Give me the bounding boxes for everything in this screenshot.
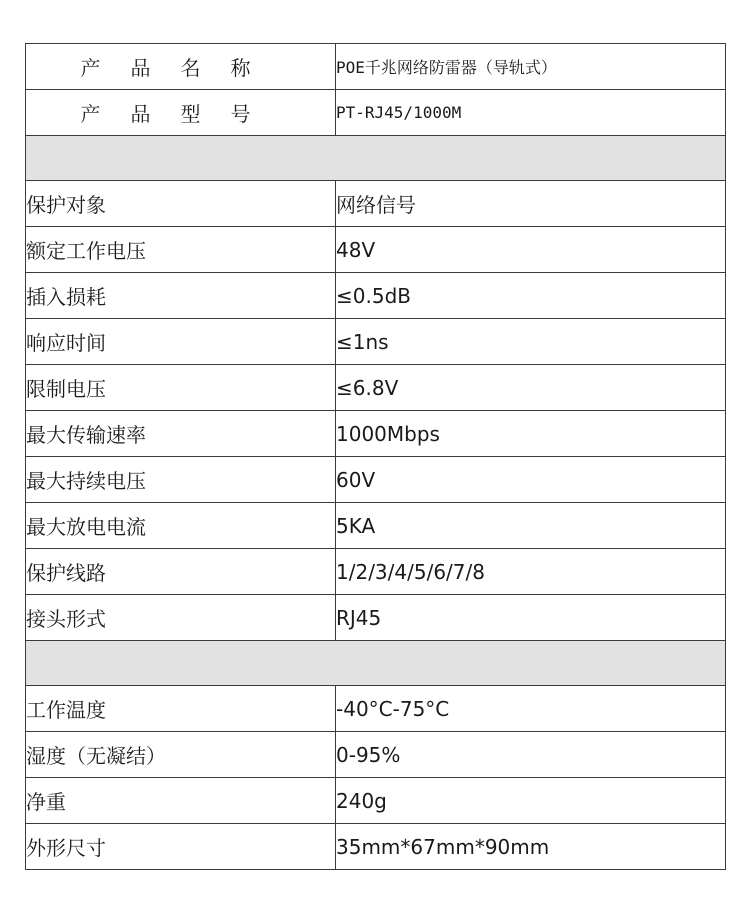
table-row (26, 824, 726, 870)
product-name-label: 产品名称 (26, 44, 336, 90)
spec-label: 插入损耗 (26, 273, 336, 319)
spec-value: 60V (336, 457, 726, 503)
table-row (26, 365, 726, 411)
table-row (26, 686, 726, 732)
table-row (26, 457, 726, 503)
spec-label: 外形尺寸 (26, 824, 336, 870)
spec-label: 净重 (26, 778, 336, 824)
spec-value: 1000Mbps (336, 411, 726, 457)
product-name-value: POE千兆网络防雷器（导轨式） (336, 44, 726, 90)
table-row (26, 778, 726, 824)
spec-label: 最大持续电压 (26, 457, 336, 503)
spec-value: 35mm*67mm*90mm (336, 824, 726, 870)
table-row (26, 181, 726, 227)
product-model-row (26, 90, 726, 136)
spec-label: 保护线路 (26, 549, 336, 595)
product-model-value: PT-RJ45/1000M (336, 90, 726, 136)
table-row (26, 227, 726, 273)
spec-label: 限制电压 (26, 365, 336, 411)
table-row (26, 732, 726, 778)
spec-label: 响应时间 (26, 319, 336, 365)
product-name-row (26, 44, 726, 90)
section-divider (26, 641, 726, 686)
spec-value: 1/2/3/4/5/6/7/8 (336, 549, 726, 595)
spec-label: 接头形式 (26, 595, 336, 641)
spec-value: 5KA (336, 503, 726, 549)
section-divider (26, 136, 726, 181)
table-row (26, 273, 726, 319)
table-row (26, 549, 726, 595)
spec-label: 最大放电电流 (26, 503, 336, 549)
table-row (26, 411, 726, 457)
spec-label: 保护对象 (26, 181, 336, 227)
spec-value: ≤6.8V (336, 365, 726, 411)
spec-value: 网络信号 (336, 181, 726, 227)
spec-label: 工作温度 (26, 686, 336, 732)
spec-label: 湿度（无凝结） (26, 732, 336, 778)
spec-value: -40°C-75°C (336, 686, 726, 732)
spec-table (25, 43, 726, 870)
spec-value: ≤1ns (336, 319, 726, 365)
product-model-label: 产品型号 (26, 90, 336, 136)
spec-label: 最大传输速率 (26, 411, 336, 457)
spec-value: 0-95% (336, 732, 726, 778)
spec-value: 240g (336, 778, 726, 824)
table-row (26, 319, 726, 365)
spec-value: ≤0.5dB (336, 273, 726, 319)
table-row (26, 595, 726, 641)
spec-value: RJ45 (336, 595, 726, 641)
table-row (26, 503, 726, 549)
spec-label: 额定工作电压 (26, 227, 336, 273)
spec-value: 48V (336, 227, 726, 273)
